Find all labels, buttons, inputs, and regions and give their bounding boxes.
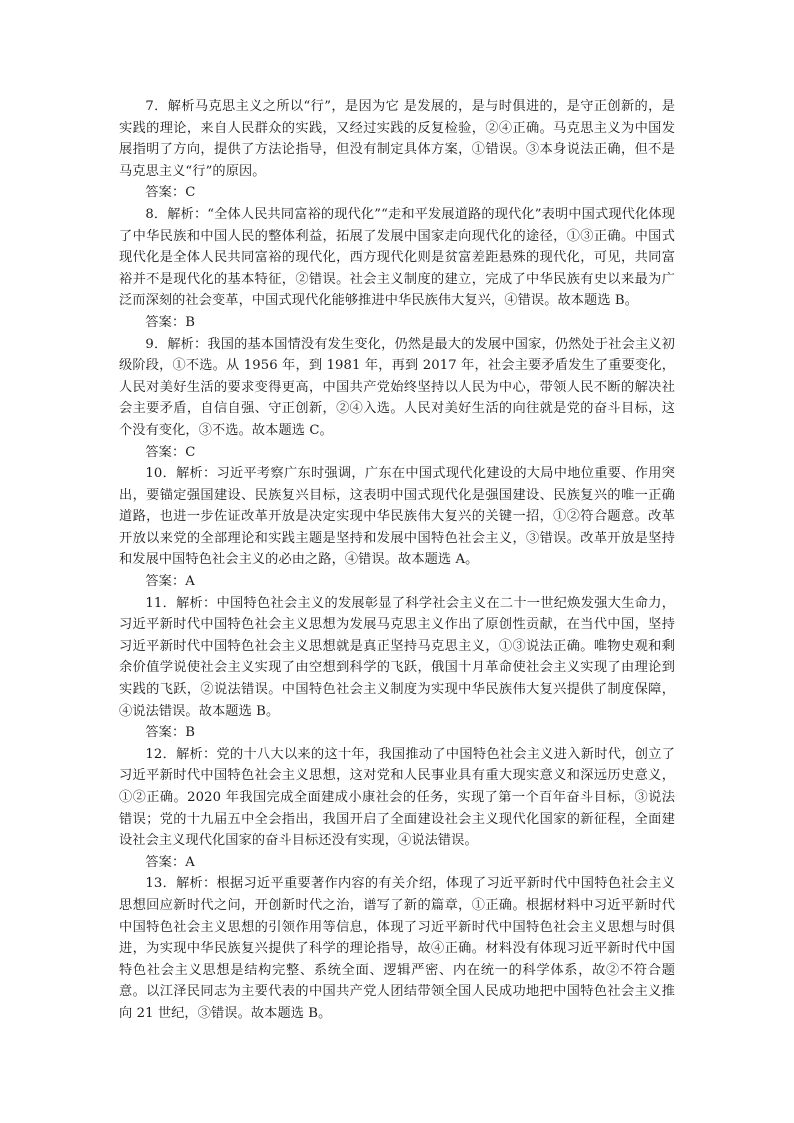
analysis-9: 9．解析：我国的基本国情没有发生变化，仍然是最大的发展中国家，仍然处于社会主义初级阶段，①不选。从 1956 年，到 1981 年，再到 2017 年，社会主要矛盾发生了重要变化，人民对美好生活的要求变得更高，中国共产党始终坚持以人民为中心，带领人民不断的解决社会主要矛盾，自信自强、守正创新，②④入选。人民对美好生活的向往就是党的奋斗目标，这个没有变化，③不选。故本题选 C。: [119, 336, 675, 438]
answer-8: 答案：B: [145, 314, 196, 330]
answer-11: 答案：B: [145, 725, 196, 741]
analysis-7: 7．解析马克思主义之所以“行”，是因为它 是发展的，是与时俱进的，是守正创新的，是实践的理论，来自人民群众的实践，又经过实践的反复检验，②④正确。马克思主义为中国发展指明了方向，提供了方法论指导，但没有制定具体方案，①错误。③本身说法正确，但不是马克思主义“行”的原因。: [119, 99, 675, 179]
analysis-12: 12．解析：党的十八大以来的这十年，我国推动了中国特色社会主义进入新时代，创立了习近平新时代中国特色社会主义思想，这对党和人民事业具有重大现实意义和深远历史意义，①②正确。2020 年我国完成全面建成小康社会的任务，实现了第一个百年奋斗目标，③说法错误；党的十九届五中全会指出，我国开启了全面建设社会主义现代化国家的新征程，全面建设社会主义现代化国家的奋斗目标还没有实现，④说法错误。: [119, 746, 675, 849]
analysis-13: 13．解析：根据习近平重要著作内容的有关介绍，体现了习近平新时代中国特色社会主义思想回应新时代之问，开创新时代之治，谱写了新的篇章，①正确。根据材料中习近平新时代中国特色社会主义思想的引领作用等信息，体现了习近平新时代中国特色社会主义思想与时俱进，为实现中华民族复兴提供了科学的理论指导，故④正确。材料没有体现习近平新时代中国特色社会主义思想是结构完整、系统全面、逻辑严密、内在统一的科学体系，故②不符合题意。以江泽民同志为主要代表的中国共产党人团结带领全国人民成功地把中国特色社会主义推向 21 世纪，③错误。故本题选 B。: [119, 876, 675, 1021]
answer-9: 答案：C: [145, 444, 196, 460]
analysis-10: 10．解析：习近平考察广东时强调，广东在中国式现代化建设的大局中地位重要、作用突出，要锚定强国建设、民族复兴目标，这表明中国式现代化是强国建设、民族复兴的唯一正确道路，也进一步佐证改革开放是决定实现中华民族伟大复兴的关键一招，①②符合题意。改革开放以来党的全部理论和实践主题是坚持和发展中国特色社会主义，③错误。改革开放是坚持和发展中国特色社会主义的必由之路，④错误。故本题选 A。: [119, 466, 675, 568]
answer-7: 答案：C: [145, 185, 196, 201]
document-page: [119, 96, 675, 1025]
answer-10: 答案：A: [145, 574, 195, 590]
analysis-8: 8．解析：“全体人民共同富裕的现代化”“走和平发展道路的现代化”表明中国式现代化体现了中华民族和中国人民的整体利益，拓展了发展中国家走向现代化的途径，①③正确。中国式现代化是全体人民共同富裕的现代化，西方现代化则是贫富差距悬殊的现代化，可见，共同富裕并不是现代化的基本特征，②错误。社会主义制度的建立，完成了中华民族有史以来最为广泛而深刻的社会变革，中国式现代化能够推进中华民族伟大复兴，④错误。故本题选 B。: [119, 206, 675, 309]
analysis-11: 11．解析：中国特色社会主义的发展彰显了科学社会主义在二十一世纪焕发强大生命力，习近平新时代中国特色社会主义思想为发展马克思主义作出了原创性贡献，在当代中国，坚持习近平新时代中国特色社会主义思想就是真正坚持马克思主义，①③说法正确。唯物史观和剩余价值学说使社会主义实现了由空想到科学的飞跃，俄国十月革命使社会主义实现了由理论到实践的飞跃，②说法错误。中国特色社会主义制度为实现中华民族伟大复兴提供了制度保障，④说法错误。故本题选 B。: [119, 595, 675, 719]
answer-12: 答案：A: [145, 854, 195, 870]
